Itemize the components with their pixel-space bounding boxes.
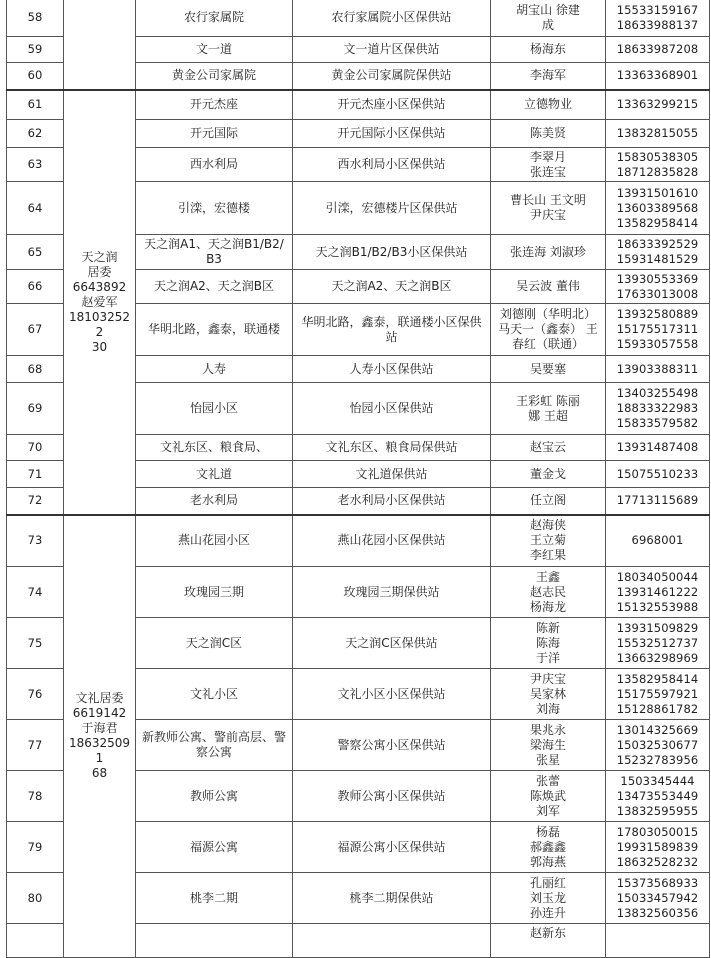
phone-cell: 13403255498 18833322983 15833579582 — [606, 383, 710, 435]
contact-cell: 杨磊 郝鑫鑫 郭海燕 — [491, 822, 606, 873]
phone-cell: 13832815055 — [606, 120, 710, 148]
phone-cell: 13932580889 15175517311 15933057558 — [606, 304, 710, 356]
community-cell: 天之润A1、天之润B1/B2/ B3 — [136, 235, 293, 270]
phone-cell: 13014325669 15032530677 15232783956 — [606, 720, 710, 771]
community-cell: 开元国际 — [136, 120, 293, 148]
station-cell: 怡园小区保供站 — [293, 383, 491, 435]
station-cell: 福源公寓小区保供站 — [293, 822, 491, 873]
community-cell: 天之润A2、天之润B区 — [136, 270, 293, 304]
phone-cell: 6968001 — [606, 515, 710, 567]
row-number: 60 — [7, 63, 64, 90]
station-cell: 文礼小区小区保供站 — [293, 669, 491, 720]
contact-cell: 吴要塞 — [491, 356, 606, 383]
committee-cell: 天之润 居委 6643892 赵爱军 181032522 30 — [64, 90, 136, 515]
row-number: 80 — [7, 873, 64, 924]
community-cell: 桃李二期 — [136, 873, 293, 924]
station-cell: 燕山花园小区保供站 — [293, 515, 491, 567]
station-cell: 文礼东区、粮食局保供站 — [293, 435, 491, 461]
row-number: 59 — [7, 37, 64, 63]
station-cell: 文礼道保供站 — [293, 461, 491, 488]
row-number: 75 — [7, 618, 64, 669]
community-cell: 玫瑰园三期 — [136, 567, 293, 618]
phone-cell: 13931509829 15532512737 13663298969 — [606, 618, 710, 669]
contact-cell: 王鑫 赵志民 杨海龙 — [491, 567, 606, 618]
phone-cell: 18633987208 — [606, 37, 710, 63]
community-cell: 怡园小区 — [136, 383, 293, 435]
contact-cell: 李翠月 张连宝 — [491, 148, 606, 182]
station-cell: 教师公寓小区保供站 — [293, 771, 491, 822]
row-number: 71 — [7, 461, 64, 488]
station-cell: 农行家属院小区保供站 — [293, 0, 491, 37]
phone-cell: 13903388311 — [606, 356, 710, 383]
row-number: 74 — [7, 567, 64, 618]
station-cell: 天之润C区保供站 — [293, 618, 491, 669]
community-cell — [136, 924, 293, 958]
phone-cell: 18633392529 15931481529 — [606, 235, 710, 270]
station-cell: 桃李二期保供站 — [293, 873, 491, 924]
contact-cell: 孔丽红 刘玉龙 孙连升 — [491, 873, 606, 924]
phone-cell: 15075510233 — [606, 461, 710, 488]
contact-cell: 董金戈 — [491, 461, 606, 488]
community-cell: 农行家属院 — [136, 0, 293, 37]
community-cell: 华明北路，鑫泰，联通楼 — [136, 304, 293, 356]
row-number: 63 — [7, 148, 64, 182]
phone-cell: 13931501610 13603389568 13582958414 — [606, 182, 710, 235]
contact-cell: 张连海 刘淑珍 — [491, 235, 606, 270]
contact-cell: 果兆永 梁海生 张星 — [491, 720, 606, 771]
station-cell: 天之润B1/B2/B3小区保供站 — [293, 235, 491, 270]
phone-cell: 15830538305 18712835828 — [606, 148, 710, 182]
station-cell: 警察公寓小区保供站 — [293, 720, 491, 771]
station-cell: 开元杰座小区保供站 — [293, 90, 491, 120]
row-number: 68 — [7, 356, 64, 383]
contact-cell: 陈美贤 — [491, 120, 606, 148]
community-cell: 黄金公司家属院 — [136, 63, 293, 90]
contact-cell: 赵新东 — [491, 924, 606, 958]
community-cell: 开元杰座 — [136, 90, 293, 120]
community-cell: 人寿 — [136, 356, 293, 383]
community-cell: 教师公寓 — [136, 771, 293, 822]
station-cell: 黄金公司家属院保供站 — [293, 63, 491, 90]
station-cell: 天之润A2、天之润B区 — [293, 270, 491, 304]
community-cell: 文礼小区 — [136, 669, 293, 720]
row-number: 66 — [7, 270, 64, 304]
community-cell: 文一道 — [136, 37, 293, 63]
community-cell: 福源公寓 — [136, 822, 293, 873]
station-cell: 西水利局小区保供站 — [293, 148, 491, 182]
phone-cell: 18034050044 13931461222 15132553988 — [606, 567, 710, 618]
row-number: 78 — [7, 771, 64, 822]
phone-cell: 13930553369 17633013008 — [606, 270, 710, 304]
row-number: 79 — [7, 822, 64, 873]
station-cell: 老水利局小区保供站 — [293, 488, 491, 515]
row-number: 76 — [7, 669, 64, 720]
row-number — [7, 924, 64, 958]
phone-cell: 1503345444 13473553449 13832595955 — [606, 771, 710, 822]
table-row — [7, 515, 710, 567]
row-number: 64 — [7, 182, 64, 235]
contact-cell: 立德物业 — [491, 90, 606, 120]
row-number: 67 — [7, 304, 64, 356]
row-number: 58 — [7, 0, 64, 37]
contact-cell: 尹庆宝 吴家林 刘海 — [491, 669, 606, 720]
community-cell: 燕山花园小区 — [136, 515, 293, 567]
community-cell: 老水利局 — [136, 488, 293, 515]
table-row — [7, 90, 710, 120]
contact-cell: 李海军 — [491, 63, 606, 90]
community-cell: 西水利局 — [136, 148, 293, 182]
contact-cell: 赵海侠 王立菊 李红果 — [491, 515, 606, 567]
contact-cell: 陈新 陈海 于洋 — [491, 618, 606, 669]
phone-cell: 13931487408 — [606, 435, 710, 461]
community-cell: 文礼道 — [136, 461, 293, 488]
row-number: 70 — [7, 435, 64, 461]
contact-cell: 刘德刚（华明北） 马天一（鑫泰） 王 春红（联通） — [491, 304, 606, 356]
row-number: 69 — [7, 383, 64, 435]
community-cell: 新教师公寓、警前高层、警 察公寓 — [136, 720, 293, 771]
station-cell — [293, 924, 491, 958]
phone-cell: 13582958414 15175597921 15128861782 — [606, 669, 710, 720]
phone-cell: 17803050015 19931589839 18632528232 — [606, 822, 710, 873]
row-number: 73 — [7, 515, 64, 567]
station-cell: 玫瑰园三期保供站 — [293, 567, 491, 618]
station-cell: 开元国际小区保供站 — [293, 120, 491, 148]
contact-cell: 杨海东 — [491, 37, 606, 63]
contact-cell: 张蕾 陈焕武 刘军 — [491, 771, 606, 822]
row-number: 61 — [7, 90, 64, 120]
contact-cell: 胡宝山 徐建 成 — [491, 0, 606, 37]
phone-cell — [606, 924, 710, 958]
phone-cell: 13363368901 — [606, 63, 710, 90]
committee-cell — [64, 0, 136, 90]
community-cell: 天之润C区 — [136, 618, 293, 669]
committee-cell: 文礼居委 6619142 于海君 186325091 68 — [64, 515, 136, 958]
community-cell: 文礼东区、粮食局、 — [136, 435, 293, 461]
contact-cell: 王彩虹 陈丽 娜 王超 — [491, 383, 606, 435]
station-cell: 引滦，宏德楼片区保供站 — [293, 182, 491, 235]
community-cell: 引滦，宏德楼 — [136, 182, 293, 235]
phone-cell: 13363299215 — [606, 90, 710, 120]
station-table — [6, 0, 710, 958]
station-cell: 华明北路，鑫泰，联通楼小区保供 站 — [293, 304, 491, 356]
contact-cell: 赵宝云 — [491, 435, 606, 461]
contact-cell: 曹长山 王文明 尹庆宝 — [491, 182, 606, 235]
row-number: 72 — [7, 488, 64, 515]
contact-cell: 任立阁 — [491, 488, 606, 515]
station-cell: 文一道片区保供站 — [293, 37, 491, 63]
table-row — [7, 0, 710, 37]
row-number: 62 — [7, 120, 64, 148]
station-cell: 人寿小区保供站 — [293, 356, 491, 383]
contact-cell: 吴云波 董伟 — [491, 270, 606, 304]
row-number: 65 — [7, 235, 64, 270]
row-number: 77 — [7, 720, 64, 771]
phone-cell: 15373568933 15033457942 13832560356 — [606, 873, 710, 924]
phone-cell: 15533159167 18633988137 — [606, 0, 710, 37]
phone-cell: 17713115689 — [606, 488, 710, 515]
